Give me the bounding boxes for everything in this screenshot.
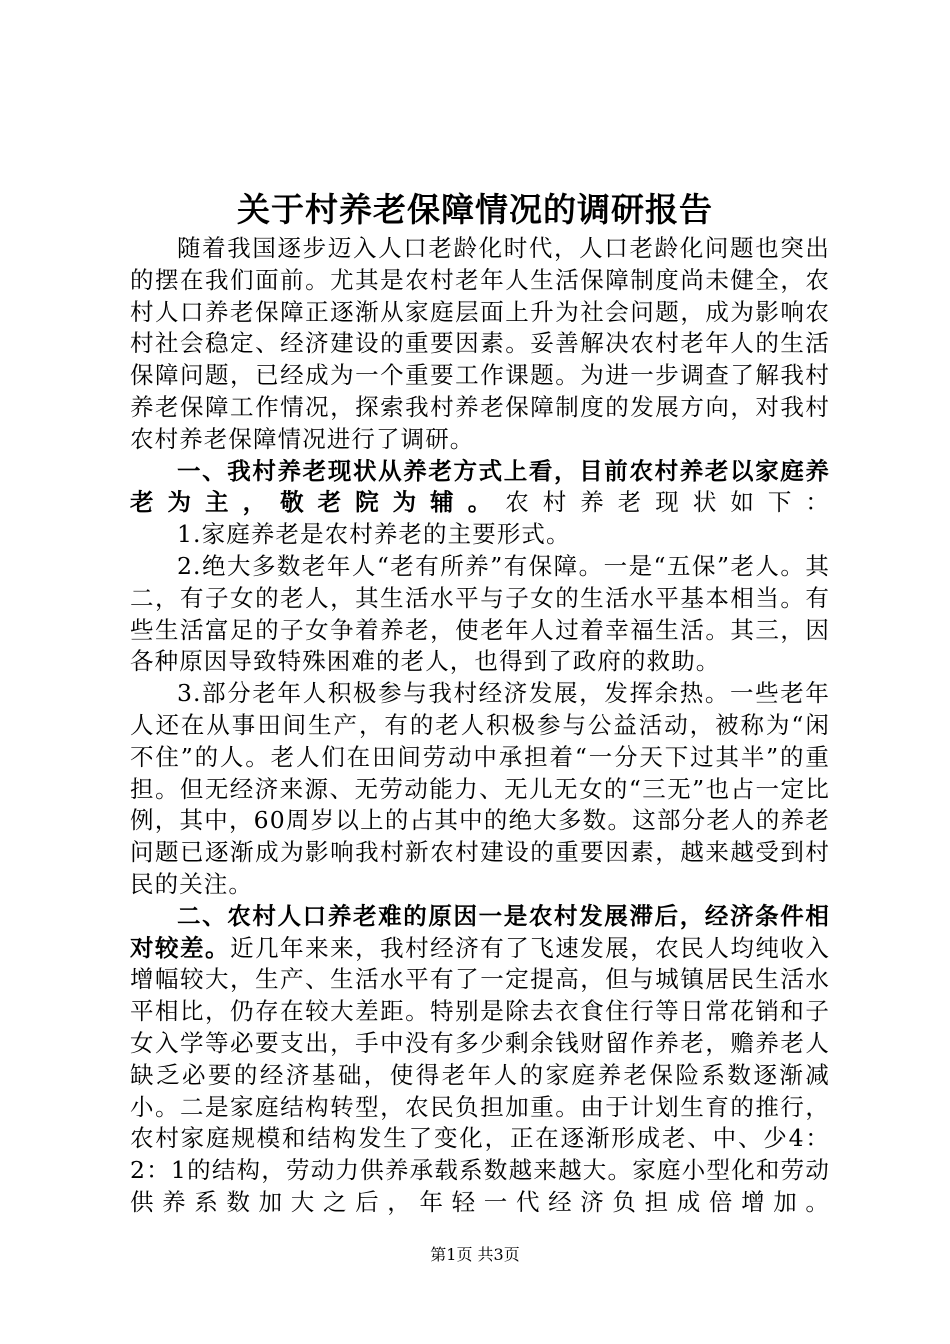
section-2-heading: 二、农村人口养老难的原因一是农村发展滞后，经济条件相对较差。 — [130, 901, 830, 962]
section-2-text: 近几年来来，我村经济有了飞速发展，农民人均纯收入增幅较大，生产、生活水平有了一定提高，但与城镇居民生活水平相比，仍存在较大差距。特别是除去衣食住行等日常花销和子女入学等必要支出，手中没有多少剩余钱财留作养老，赡养老人缺乏必要的经济基础，使得老年人的家庭养老保险系数逐渐减小。二是家庭结构转型，农民负担加重。由于计划生育的推行，农村家庭规模和结构发生了变化，正在逐渐形成老、中、少4：2：1的结构，劳动力供养承载系数越来越大。家庭小型化和劳动供养系数加大之后，年轻一代经济负担成倍增加。 — [130, 933, 830, 1216]
document-title: 关于村养老保障情况的调研报告 — [237, 190, 713, 229]
list-item-2: 2.绝大多数老年人“老有所养”有保障。一是“五保”老人。其二，有子女的老人，其生活水平与子女的生活水平基本相当。有些生活富足的子女争着养老，使老年人过着幸福生活。其三，因各种原因导致特殊困难的老人，也得到了政府的救助。 — [130, 551, 830, 676]
section-1-heading: 一、我村养老现状从养老方式上看，目前农村养老以家庭养老为主，敬老院为辅。 — [130, 456, 830, 517]
page-footer: 第1页 共3页 — [430, 1245, 520, 1264]
list-item-3: 3.部分老年人积极参与我村经济发展，发挥余热。一些老年人还在从事田间生产，有的老人积极参与公益活动，被称为“闲不住”的人。老人们在田间劳动中承担着“一分天下过其半”的重担。但无经济来源、无劳动能力、无儿无女的“三无”也占一定比例，其中，60周岁以上的占其中的绝大多数。这部分老人的养老问题已逐渐成为影响我村新农村建设的重要因素，越来越受到村民的关注。 — [130, 679, 830, 898]
section-1-text: 农村养老现状如下： — [505, 488, 830, 517]
intro-paragraph: 随着我国逐步迈入人口老龄化时代，人口老龄化问题也突出的摆在我们面前。尤其是农村老年人生活保障制度尚未健全，农村人口养老保障正逐渐从家庭层面上升为社会问题，成为影响农村社会稳定、经济建设的重要因素。妥善解决农村老年人的生活保障问题，已经成为一个重要工作课题。为进一步调查了解我村养老保障工作情况，探索我村养老保障制度的发展方向，对我村农村养老保障情况进行了调研。 — [130, 234, 830, 453]
section-1-paragraph — [130, 456, 830, 520]
section-2-paragraph — [130, 901, 830, 1219]
list-item-1: 1.家庭养老是农村养老的主要形式。 — [177, 520, 571, 549]
document-body — [130, 233, 830, 1219]
